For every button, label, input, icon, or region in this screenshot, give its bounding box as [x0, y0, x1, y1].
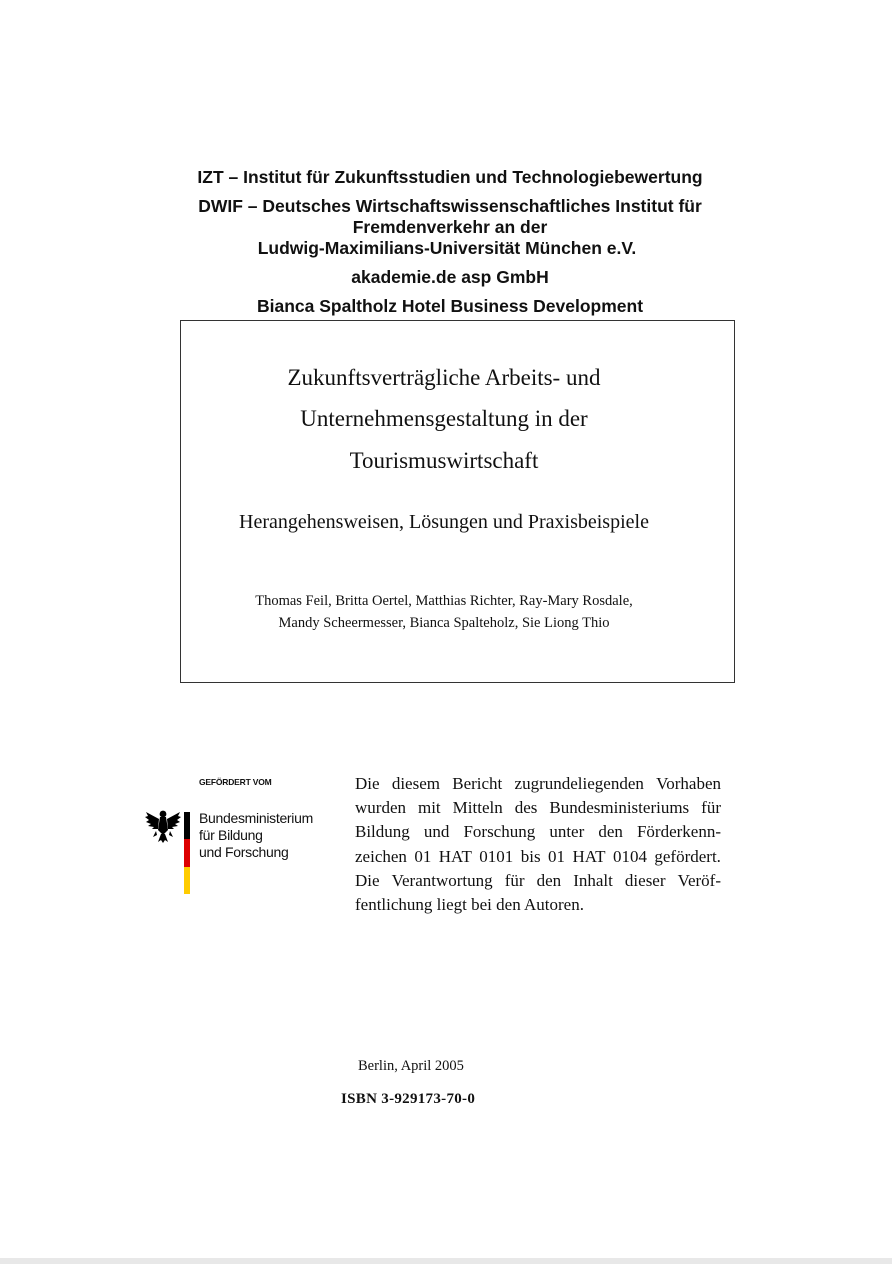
title-line-3: Tourismuswirtschaft — [349, 448, 539, 473]
funding-statement — [355, 772, 721, 917]
funding-text-line: Die diesem Bericht zugrundeliegenden Vorhaben — [355, 774, 721, 793]
institution-izt: IZT – Institut für Zukunftsstudien und Technologiebewertung — [197, 167, 703, 187]
funding-label: GEFÖRDERT VOM — [199, 777, 272, 787]
funding-text-line: Bildung und Forschung unter den Förderkenn- — [355, 822, 721, 842]
flag-stripe-gold — [184, 867, 190, 894]
institution-dwif-line3: Ludwig-Maximilians-Universität München e.V. — [257, 238, 637, 258]
institution-akademie: akademie.de asp GmbH — [351, 267, 549, 287]
authors-line-1: Thomas Feil, Britta Oertel, Matthias Richter, Ray-Mary Rosdale, — [255, 593, 633, 609]
flag-stripe-black — [184, 812, 190, 839]
institution-dwif-line2: Fremdenverkehr an der — [352, 217, 548, 237]
federal-eagle-icon — [144, 808, 182, 844]
place-date: Berlin, April 2005 — [358, 1058, 464, 1074]
institution-dwif: DWIF – Deutsches Wirtschaftswissenschaftliches Institut für — [198, 196, 702, 216]
viewer-bottom-edge — [0, 1258, 892, 1264]
title-line-1: Zukunftsverträgliche Arbeits- und — [287, 365, 601, 390]
title-box — [180, 320, 735, 683]
ministry-name — [199, 810, 313, 861]
funding-text-line: zeichen 01 HAT 0101 bis 01 HAT 0104 gefördert. — [355, 846, 721, 866]
ministry-line-3: und Forschung — [199, 844, 289, 860]
funding-text-line: Die Verantwortung für den Inhalt dieser Veröf- — [355, 870, 721, 890]
ministry-line-1: Bundesministerium — [199, 810, 313, 826]
institution-spaltholz: Bianca Spaltholz Hotel Business Development — [256, 296, 644, 316]
subtitle: Herangehensweisen, Lösungen und Praxisbeispiele — [239, 511, 649, 533]
funding-text-line: fentlichung liegt bei den Autoren. — [355, 895, 584, 915]
german-flag-bar — [184, 812, 190, 894]
title-line-2: Unternehmensgestaltung in der — [300, 406, 588, 431]
funding-text-line: wurden mit Mitteln des Bundesministeriums für — [355, 798, 721, 818]
authors-line-2: Mandy Scheermesser, Bianca Spalteholz, Sie Liong Thio — [278, 615, 610, 631]
flag-stripe-red — [184, 839, 190, 866]
ministry-line-2: für Bildung — [199, 827, 263, 843]
isbn: ISBN 3-929173-70-0 — [341, 1091, 476, 1107]
